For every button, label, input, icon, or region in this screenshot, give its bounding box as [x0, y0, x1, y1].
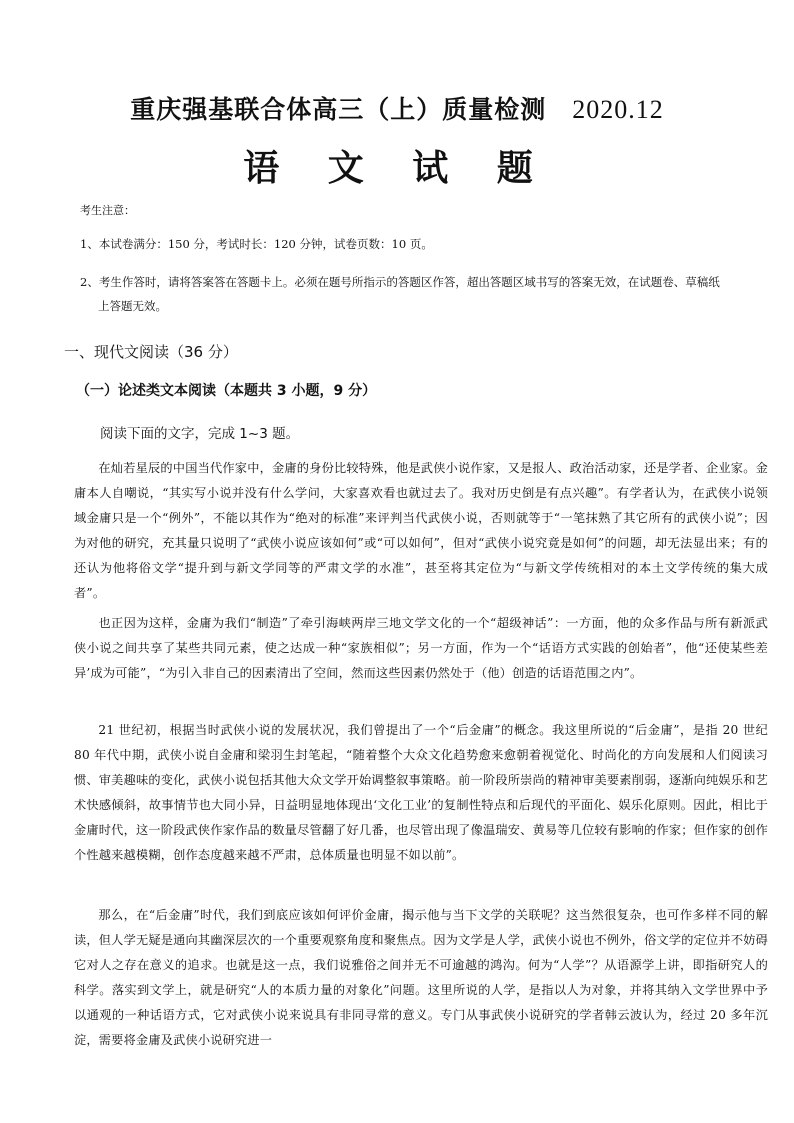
notice-item-2 [80, 270, 740, 318]
notice-item-2-line-1: 2、考生作答时，请将答案答在答题卡上。必须在题号所指示的答题区作答，超出答题区域书写的答案无效，在试题卷、草稿纸 [80, 275, 720, 289]
exam-header [0, 90, 794, 126]
paragraph-2: 也正因为这样，金庸为我们“制造”了牵引海峡两岸三地文学文化的一个“超级神话”：一方面，他的众多作品与所有新派武侠小说之间共享了某些共同元素，使之达成一种“家族相似”；另一方面，作为一个“话语方式实践的创始者”，他“还使某些差异’成为可能”，“为引入非自己的因素清出了空间，然而这些因素仍然处于（他）创造的话语范围之内”。 [74, 616, 768, 680]
reading-instruction: 阅读下面的文字，完成 1~3 题。 [100, 426, 300, 442]
subject-title: 语 文 试 题 [243, 147, 551, 189]
paragraph-3: 21 世纪初，根据当时武侠小说的发展状况，我们曾提出了一个“后金庸”的概念。我这里所说的“后金庸”，是指 20 世纪 80 年代中期，武侠小说自金庸和梁羽生封笔起，“随着整个大众文化趋势愈来愈朝着视觉化、时尚化的方向发展和人们阅读习惯、审美趣味的变化，武侠小说包括其他大众文学开始调整叙事策略。前一阶段所崇尚的精神审美要素削弱，逐渐向纯娱乐和艺术快感倾斜，故事情节也大同小异，日益明显地体现出‘文化工业’的复制性特点和后现代的平面化、娱乐化原则。因此，相比于金庸时代，这一阶段武侠作家作品的数量尽管翻了好几番，也尽管出现了像温瑞安、黄易等几位较有影响的作家；但作家的创作个性越来越模糊，创作态度越来越不严肃，总体质量也明显不如以前”。 [74, 723, 768, 862]
paragraph-1: 在灿若星辰的中国当代作家中，金庸的身份比较特殊，他是武侠小说作家，又是报人、政治活动家，还是学者、企业家。金庸本人自嘲说，“其实写小说并没有什么学问，大家喜欢看也就过去了。我对历史倒是有点兴趣”。有学者认为，在武侠小说领域金庸只是一个“例外”，不能以其作为“绝对的标准”来评判当代武侠小说，否则就等于“一笔抹熟了其它所有的武侠小说”；因为对他的研究，充其量只说明了“武侠小说应该如何”或“可以如何”，但对“武侠小说究竟是如何”的问题，却无法显出来；有的还认为他将俗文学“提升到与新文学同等的严肃文学的水准”，甚至将其定位为“与新文学传统相对的本土文学传统的集大成者”。 [74, 461, 768, 600]
section-title: 一、现代文阅读（36 分） [64, 343, 238, 361]
notice-item-1: 1、本试卷满分：150 分，考试时长：120 分钟，试卷页数：10 页。 [80, 237, 433, 251]
paragraph-4: 那么，在“后金庸”时代，我们到底应该如何评价金庸，揭示他与当下文学的关联呢？这当然很复杂，也可作多样不同的解读，但人学无疑是通向其幽深层次的一个重要观察角度和聚焦点。因为文学是人学，武侠小说也不例外，俗文学的定位并不妨碍它对人之存在意义的追求。也就是这一点，我们说雅俗之间并无不可逾越的鸿沟。何为“人学”？从语源学上讲，即指研究人的科学。落实到文学上，就是研究“人的本质力量的对象化”问题。这里所说的人学，是指以人为对象，并将其纳入文学世界中予以通观的一种话语方式，它对武侠小说来说具有非同寻常的意义。专门从事武侠小说研究的学者韩云波认为，经过 20 多年沉淀，需要将金庸及武侠小说研究进一 [74, 908, 768, 1047]
subsection-title: （一）论述类文本阅读（本题共 3 小题，9 分） [76, 383, 377, 399]
notice-heading: 考生注意： [80, 204, 135, 217]
exam-date: 2020.12 [572, 95, 664, 124]
notice-item-2-line-2: 上答题无效。 [98, 299, 167, 313]
exam-title: 重庆强基联合体高三（上）质量检测 [130, 95, 547, 124]
